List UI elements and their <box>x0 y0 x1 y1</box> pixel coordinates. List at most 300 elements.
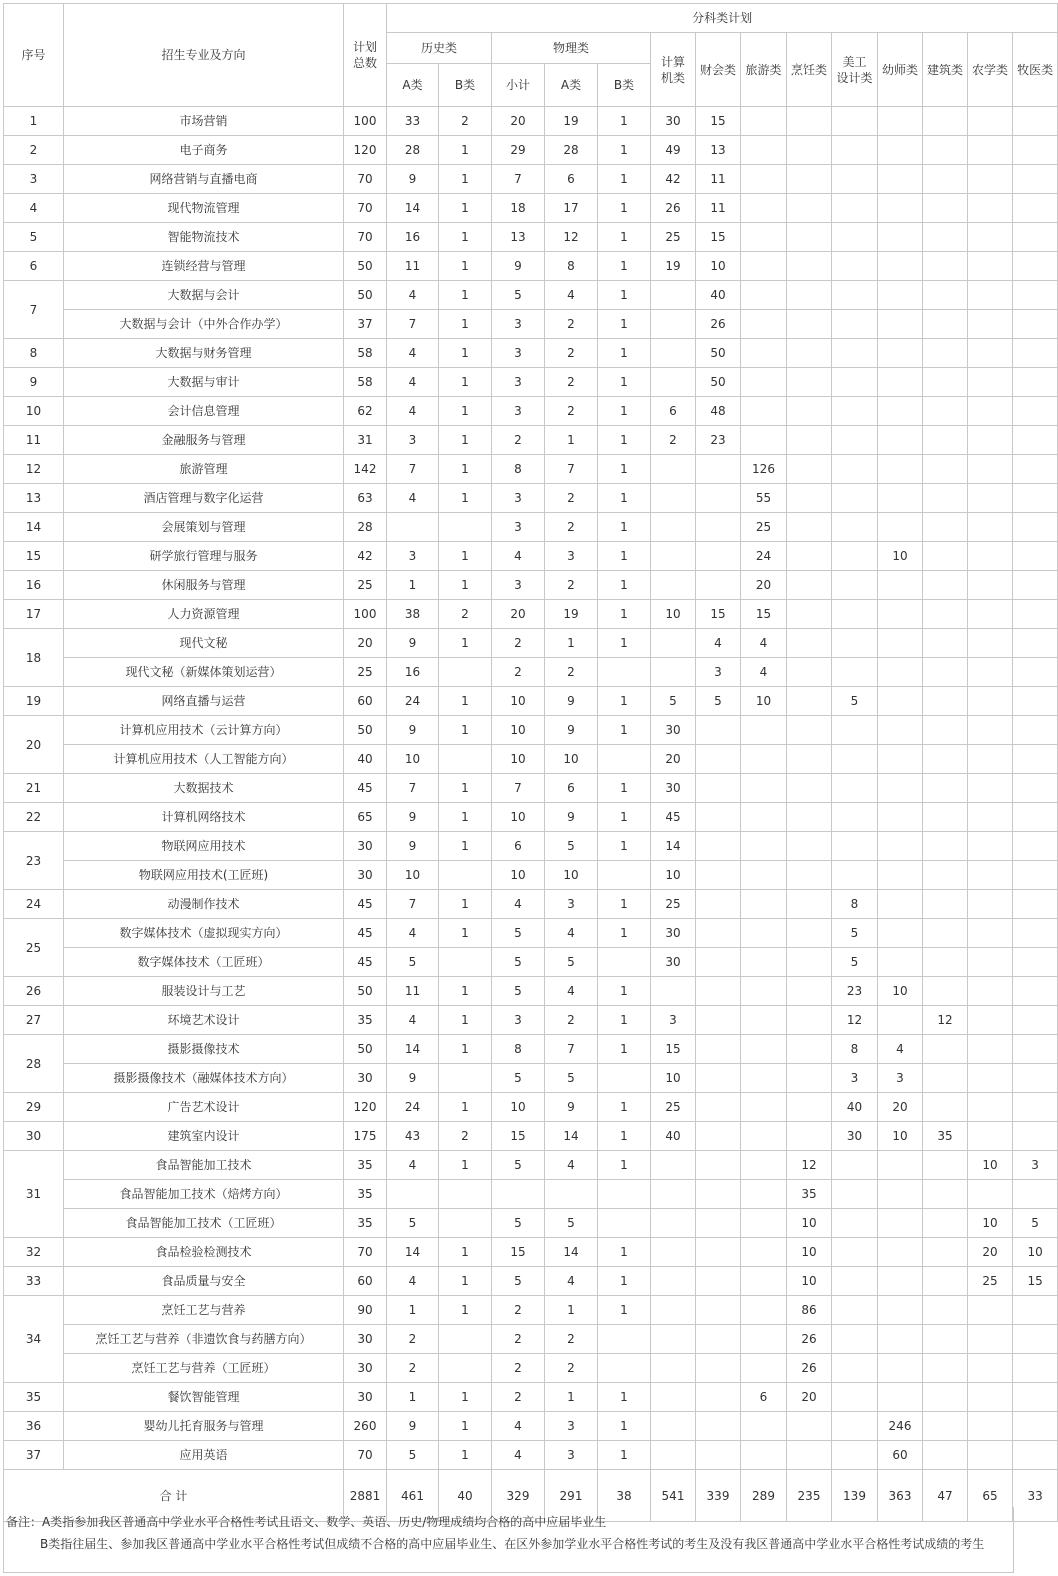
row-value <box>439 1064 492 1093</box>
row-value <box>787 252 832 281</box>
row-value <box>968 571 1013 600</box>
row-value: 1 <box>598 890 651 919</box>
row-value <box>651 1238 696 1267</box>
row-value: 30 <box>344 1354 387 1383</box>
row-value <box>651 1151 696 1180</box>
row-value <box>1013 571 1058 600</box>
row-seq: 31 <box>4 1151 64 1238</box>
header-finance: 财会类 <box>696 33 741 107</box>
row-value <box>439 1354 492 1383</box>
row-value <box>651 658 696 687</box>
row-major: 婴幼儿托育服务与管理 <box>64 1412 344 1441</box>
row-value <box>1013 484 1058 513</box>
row-value: 35 <box>344 1151 387 1180</box>
row-value: 10 <box>878 977 923 1006</box>
row-value <box>741 165 787 194</box>
row-major: 物联网应用技术(工匠班) <box>64 861 344 890</box>
row-value: 1 <box>439 542 492 571</box>
row-value <box>832 803 878 832</box>
total-value: 38 <box>598 1470 651 1522</box>
row-value <box>651 1325 696 1354</box>
row-value: 45 <box>344 774 387 803</box>
row-seq: 3 <box>4 165 64 194</box>
row-value: 1 <box>598 629 651 658</box>
row-seq: 33 <box>4 1267 64 1296</box>
row-value <box>741 397 787 426</box>
row-value <box>1013 890 1058 919</box>
row-seq: 19 <box>4 687 64 716</box>
row-value: 1 <box>439 136 492 165</box>
row-value: 70 <box>344 1238 387 1267</box>
row-value: 5 <box>696 687 741 716</box>
row-value: 30 <box>344 1325 387 1354</box>
total-value: 461 <box>387 1470 439 1522</box>
row-value: 15 <box>741 600 787 629</box>
row-value: 1 <box>598 919 651 948</box>
row-value: 10 <box>651 1064 696 1093</box>
row-value <box>696 542 741 571</box>
row-value: 10 <box>492 1093 545 1122</box>
table-row <box>4 223 1058 252</box>
row-value: 28 <box>387 136 439 165</box>
row-value <box>741 194 787 223</box>
row-value: 10 <box>545 745 598 774</box>
row-value: 5 <box>387 948 439 977</box>
row-value: 1 <box>439 1151 492 1180</box>
row-value <box>923 890 968 919</box>
header-major: 招生专业及方向 <box>64 4 344 107</box>
row-value: 1 <box>598 977 651 1006</box>
row-value <box>741 339 787 368</box>
row-value <box>1013 1296 1058 1325</box>
row-value: 70 <box>344 165 387 194</box>
row-value: 12 <box>832 1006 878 1035</box>
row-value: 58 <box>344 339 387 368</box>
row-value <box>787 977 832 1006</box>
row-value: 1 <box>439 1006 492 1035</box>
row-value: 15 <box>492 1238 545 1267</box>
row-value <box>832 136 878 165</box>
row-value: 2 <box>439 600 492 629</box>
row-value <box>741 1093 787 1122</box>
row-seq: 16 <box>4 571 64 600</box>
row-value <box>1013 1093 1058 1122</box>
row-value: 42 <box>651 165 696 194</box>
row-value: 1 <box>439 1296 492 1325</box>
row-value <box>923 1267 968 1296</box>
row-value <box>1013 1383 1058 1412</box>
total-value: 65 <box>968 1470 1013 1522</box>
row-value <box>923 716 968 745</box>
table-row <box>4 774 1058 803</box>
row-value <box>741 832 787 861</box>
row-value: 8 <box>492 1035 545 1064</box>
row-value <box>878 1238 923 1267</box>
row-value: 3 <box>832 1064 878 1093</box>
row-value: 65 <box>344 803 387 832</box>
row-value: 10 <box>492 687 545 716</box>
row-value <box>1013 1441 1058 1470</box>
row-major: 烹饪工艺与营养 <box>64 1296 344 1325</box>
row-value: 2 <box>545 1354 598 1383</box>
row-value: 28 <box>344 513 387 542</box>
row-value: 1 <box>439 484 492 513</box>
row-value <box>968 1383 1013 1412</box>
row-value <box>787 107 832 136</box>
row-value: 86 <box>787 1296 832 1325</box>
row-value <box>968 513 1013 542</box>
row-value <box>832 513 878 542</box>
row-major: 计算机应用技术（人工智能方向） <box>64 745 344 774</box>
header-history-b: B类 <box>439 64 492 107</box>
row-value <box>439 1325 492 1354</box>
row-major: 动漫制作技术 <box>64 890 344 919</box>
row-value <box>787 861 832 890</box>
row-value <box>1013 774 1058 803</box>
row-value: 35 <box>344 1209 387 1238</box>
row-value <box>832 1412 878 1441</box>
row-value <box>968 397 1013 426</box>
row-value: 5 <box>832 687 878 716</box>
row-value <box>878 687 923 716</box>
row-value: 1 <box>598 339 651 368</box>
row-value: 4 <box>741 629 787 658</box>
row-value <box>968 803 1013 832</box>
row-value: 15 <box>696 600 741 629</box>
row-major: 计算机网络技术 <box>64 803 344 832</box>
row-major: 食品智能加工技术（工匠班） <box>64 1209 344 1238</box>
table-row <box>4 1267 1058 1296</box>
row-value: 1 <box>439 1267 492 1296</box>
table-row <box>4 1093 1058 1122</box>
row-value: 40 <box>832 1093 878 1122</box>
row-value: 9 <box>387 832 439 861</box>
row-seq: 23 <box>4 832 64 890</box>
row-value <box>696 1325 741 1354</box>
row-value <box>878 368 923 397</box>
row-value <box>923 252 968 281</box>
row-value: 1 <box>598 1035 651 1064</box>
row-value: 2 <box>492 1296 545 1325</box>
row-value: 40 <box>651 1122 696 1151</box>
row-value <box>439 513 492 542</box>
row-value <box>878 1296 923 1325</box>
row-value <box>923 687 968 716</box>
row-value <box>832 484 878 513</box>
row-value: 4 <box>387 281 439 310</box>
row-value <box>651 1209 696 1238</box>
row-value <box>741 1209 787 1238</box>
row-value: 4 <box>387 1267 439 1296</box>
row-value: 62 <box>344 397 387 426</box>
row-value <box>651 484 696 513</box>
row-value: 31 <box>344 426 387 455</box>
row-value: 4 <box>492 542 545 571</box>
row-major: 食品检验检测技术 <box>64 1238 344 1267</box>
row-value: 10 <box>387 861 439 890</box>
row-value <box>923 1209 968 1238</box>
row-value <box>878 136 923 165</box>
row-major: 旅游管理 <box>64 455 344 484</box>
row-value: 25 <box>741 513 787 542</box>
row-value: 1 <box>598 716 651 745</box>
row-value <box>696 455 741 484</box>
row-value <box>696 1412 741 1441</box>
row-value: 50 <box>696 339 741 368</box>
row-value: 1 <box>545 1383 598 1412</box>
row-major: 大数据与会计（中外合作办学） <box>64 310 344 339</box>
row-value: 120 <box>344 1093 387 1122</box>
row-major: 现代文秘（新媒体策划运营） <box>64 658 344 687</box>
row-major: 会计信息管理 <box>64 397 344 426</box>
row-value <box>878 165 923 194</box>
row-value: 1 <box>439 223 492 252</box>
row-seq: 29 <box>4 1093 64 1122</box>
row-value <box>968 658 1013 687</box>
row-value: 42 <box>344 542 387 571</box>
total-value: 291 <box>545 1470 598 1522</box>
row-value: 1 <box>598 1122 651 1151</box>
header-cooking: 烹饪类 <box>787 33 832 107</box>
table-row <box>4 1180 1058 1209</box>
row-value: 1 <box>598 107 651 136</box>
row-seq: 1 <box>4 107 64 136</box>
row-value <box>832 832 878 861</box>
row-value: 3 <box>387 426 439 455</box>
row-value <box>787 1093 832 1122</box>
row-seq: 10 <box>4 397 64 426</box>
row-value <box>832 542 878 571</box>
row-value: 37 <box>344 310 387 339</box>
row-value: 12 <box>545 223 598 252</box>
row-value <box>651 1383 696 1412</box>
row-value: 2 <box>492 426 545 455</box>
row-value <box>787 716 832 745</box>
header-physics-a: A类 <box>545 64 598 107</box>
row-value <box>787 368 832 397</box>
row-value: 1 <box>439 716 492 745</box>
row-value <box>878 1267 923 1296</box>
row-value <box>832 1354 878 1383</box>
table-row <box>4 165 1058 194</box>
header-building: 建筑类 <box>923 33 968 107</box>
table-row <box>4 890 1058 919</box>
row-value <box>651 1412 696 1441</box>
row-value: 4 <box>545 919 598 948</box>
row-value <box>878 194 923 223</box>
row-value: 10 <box>492 716 545 745</box>
row-value: 1 <box>439 571 492 600</box>
row-value <box>968 919 1013 948</box>
row-value: 16 <box>387 658 439 687</box>
row-value: 5 <box>651 687 696 716</box>
row-value <box>651 977 696 1006</box>
total-value: 235 <box>787 1470 832 1522</box>
row-value <box>923 600 968 629</box>
row-value <box>923 165 968 194</box>
row-value <box>439 948 492 977</box>
row-value: 1 <box>598 687 651 716</box>
row-value <box>923 832 968 861</box>
row-value: 4 <box>387 1151 439 1180</box>
row-value: 10 <box>492 803 545 832</box>
row-value <box>741 890 787 919</box>
total-label: 合 计 <box>4 1470 344 1522</box>
row-major: 餐饮智能管理 <box>64 1383 344 1412</box>
row-value: 45 <box>344 919 387 948</box>
header-agri: 农学类 <box>968 33 1013 107</box>
total-value: 339 <box>696 1470 741 1522</box>
row-value: 10 <box>696 252 741 281</box>
row-seq: 25 <box>4 919 64 977</box>
row-value: 5 <box>492 948 545 977</box>
row-value: 1 <box>598 426 651 455</box>
row-value: 7 <box>492 165 545 194</box>
row-value: 175 <box>344 1122 387 1151</box>
row-value <box>787 513 832 542</box>
row-value <box>787 165 832 194</box>
row-major: 烹饪工艺与营养（非遗饮食与药膳方向） <box>64 1325 344 1354</box>
row-value <box>968 890 1013 919</box>
row-value: 38 <box>387 600 439 629</box>
row-value: 10 <box>878 542 923 571</box>
row-value: 17 <box>545 194 598 223</box>
row-value: 3 <box>878 1064 923 1093</box>
row-value: 10 <box>968 1151 1013 1180</box>
row-value: 2 <box>492 658 545 687</box>
row-major: 物联网应用技术 <box>64 832 344 861</box>
row-value: 26 <box>651 194 696 223</box>
header-computer: 计算 机类 <box>651 33 696 107</box>
row-seq: 32 <box>4 1238 64 1267</box>
row-value: 1 <box>439 1441 492 1470</box>
row-value: 8 <box>492 455 545 484</box>
row-value: 2 <box>492 629 545 658</box>
row-value <box>968 107 1013 136</box>
row-value <box>387 513 439 542</box>
total-value: 363 <box>878 1470 923 1522</box>
row-value: 13 <box>492 223 545 252</box>
row-value: 1 <box>598 1093 651 1122</box>
row-value: 25 <box>651 1093 696 1122</box>
row-value: 1 <box>439 281 492 310</box>
row-value: 25 <box>344 658 387 687</box>
row-value: 35 <box>344 1006 387 1035</box>
footnote-line-b: B类指往届生、参加我区普通高中学业水平合格性考试但成绩不合格的高中应届毕业生、在区外参加学业水平合格性考试的考生及没有我区普通高中学业水平合格性考试成绩的考生 <box>40 1537 985 1551</box>
row-value <box>696 1151 741 1180</box>
row-value <box>741 1412 787 1441</box>
row-value: 5 <box>545 1064 598 1093</box>
row-value <box>741 948 787 977</box>
row-value: 10 <box>878 1122 923 1151</box>
row-value: 19 <box>545 600 598 629</box>
row-seq: 2 <box>4 136 64 165</box>
row-value: 14 <box>387 1238 439 1267</box>
row-value <box>696 1064 741 1093</box>
row-value <box>968 1354 1013 1383</box>
row-value: 55 <box>741 484 787 513</box>
row-value <box>923 658 968 687</box>
row-value: 4 <box>545 1151 598 1180</box>
row-value: 7 <box>387 455 439 484</box>
row-value <box>923 1412 968 1441</box>
row-value <box>923 513 968 542</box>
row-value: 60 <box>344 1267 387 1296</box>
row-value <box>651 513 696 542</box>
table-row <box>4 803 1058 832</box>
row-value: 15 <box>1013 1267 1058 1296</box>
row-value <box>923 1238 968 1267</box>
row-value: 12 <box>923 1006 968 1035</box>
row-value: 24 <box>387 687 439 716</box>
row-value <box>878 716 923 745</box>
row-value <box>923 339 968 368</box>
row-value <box>1013 397 1058 426</box>
row-value: 29 <box>492 136 545 165</box>
row-value <box>832 1383 878 1412</box>
row-value: 10 <box>968 1209 1013 1238</box>
row-value <box>923 194 968 223</box>
row-value <box>651 1296 696 1325</box>
row-major: 电子商务 <box>64 136 344 165</box>
row-value: 2 <box>545 1006 598 1035</box>
row-value: 9 <box>387 165 439 194</box>
row-value: 9 <box>545 716 598 745</box>
row-value <box>1013 832 1058 861</box>
table-row <box>4 861 1058 890</box>
row-value <box>923 948 968 977</box>
row-value: 30 <box>344 861 387 890</box>
row-value <box>832 1238 878 1267</box>
row-value: 1 <box>439 252 492 281</box>
row-value: 1 <box>598 1006 651 1035</box>
row-value <box>439 1180 492 1209</box>
header-seq: 序号 <box>4 4 64 107</box>
row-value <box>741 1064 787 1093</box>
row-seq: 15 <box>4 542 64 571</box>
row-value <box>787 455 832 484</box>
row-value: 10 <box>492 861 545 890</box>
row-value: 1 <box>439 397 492 426</box>
row-value <box>741 310 787 339</box>
row-value: 10 <box>787 1238 832 1267</box>
table-row <box>4 542 1058 571</box>
row-value: 30 <box>651 774 696 803</box>
row-value: 4 <box>387 1006 439 1035</box>
row-value: 1 <box>598 803 651 832</box>
row-value <box>651 571 696 600</box>
row-value <box>696 977 741 1006</box>
row-value: 4 <box>741 658 787 687</box>
row-value <box>878 1006 923 1035</box>
row-value <box>696 832 741 861</box>
row-value <box>1013 716 1058 745</box>
row-value: 60 <box>878 1441 923 1470</box>
total-value: 47 <box>923 1470 968 1522</box>
row-value <box>787 426 832 455</box>
row-value <box>1013 542 1058 571</box>
row-value: 14 <box>387 1035 439 1064</box>
row-value <box>832 397 878 426</box>
row-value: 1 <box>598 455 651 484</box>
row-value: 60 <box>344 687 387 716</box>
row-major: 智能物流技术 <box>64 223 344 252</box>
row-value <box>741 716 787 745</box>
row-value <box>878 339 923 368</box>
row-value: 1 <box>439 194 492 223</box>
row-value <box>696 1209 741 1238</box>
row-value <box>923 861 968 890</box>
